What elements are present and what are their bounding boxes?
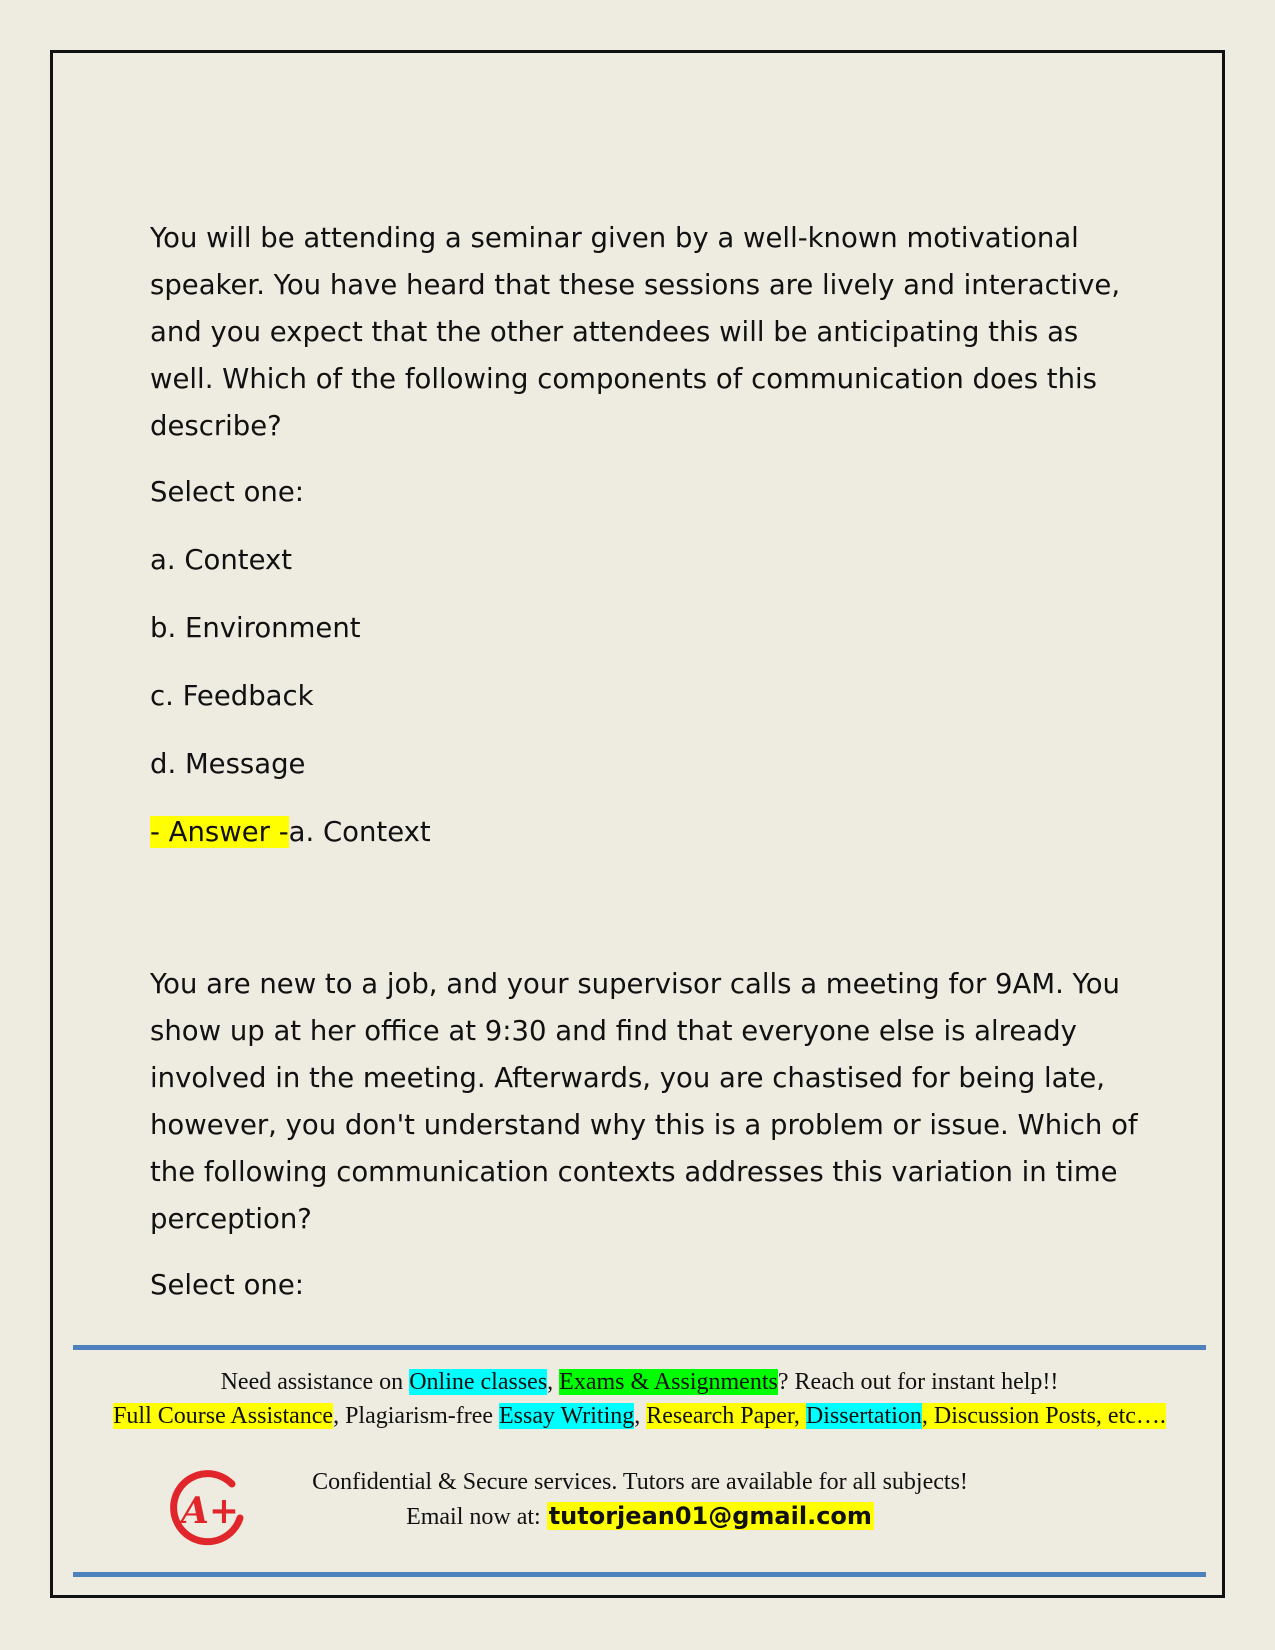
footer-line-1-sep: , — [547, 1369, 560, 1395]
full-course-highlight: Full Course Assistance — [113, 1403, 334, 1429]
question-1-text: You will be attending a seminar given by a well-known motivational speaker. You have heard that these sessions are lively and interactive, and you expect that the other attendees will be anticipating this as well. Which of the following components of communication does this describe? — [150, 222, 1121, 442]
online-classes-highlight: Online classes — [409, 1369, 548, 1395]
footer-line-1-prefix: Need assistance on — [220, 1369, 410, 1395]
essay-writing-highlight: Essay Writing — [499, 1403, 635, 1429]
footer-line-3: Confidential & Secure services. Tutors are available for all subjects! — [312, 1469, 968, 1495]
question-1-prompt: Select one: — [150, 476, 305, 508]
footer-line-4 — [290, 1500, 990, 1533]
question-1-option-b: b. Environment — [150, 612, 361, 644]
question-1-answer — [150, 809, 1140, 856]
exams-highlight: Exams & Assignments — [559, 1369, 778, 1395]
footer-bottom-rule — [73, 1572, 1206, 1577]
footer-line-2 — [73, 1400, 1206, 1432]
spacer — [150, 877, 1140, 961]
footer-top-rule — [73, 1345, 1206, 1350]
a-plus-logo-icon — [170, 1468, 250, 1550]
dissertation-highlight: Dissertation — [805, 1403, 922, 1429]
email-link[interactable]: tutorjean01@gmail.com — [548, 1502, 872, 1530]
document-body — [150, 215, 1140, 1330]
question-1-option-c: c. Feedback — [150, 680, 314, 712]
footer-line-2-sep: , — [634, 1403, 647, 1429]
question-2-prompt: Select one: — [150, 1269, 305, 1301]
footer-line-1-suffix: ? Reach out for instant help!! — [777, 1369, 1059, 1395]
research-paper-highlight: Research Paper, — [646, 1403, 806, 1429]
answer-label: - Answer - — [150, 816, 289, 848]
plagiarism-text: , Plagiarism-free — [333, 1403, 500, 1429]
question-1-option-d: d. Message — [150, 748, 306, 780]
logo-text: A+ — [180, 1490, 240, 1532]
email-label: Email now at: — [406, 1504, 547, 1530]
question-2-text: You are new to a job, and your supervisor calls a meeting for 9AM. You show up at her office at 9:30 and find that everyone else is already involved in the meeting. Afterwards, you are chastised for being late, however, you don't understand why this is a problem or issue. Which of the following communication contexts addresses this variation in time perception? — [150, 968, 1138, 1235]
answer-value: a. Context — [288, 816, 431, 848]
question-1-option-a: a. Context — [150, 544, 293, 576]
discussion-posts-highlight: , Discussion Posts, etc…. — [921, 1403, 1166, 1429]
footer-line-1 — [73, 1366, 1206, 1398]
